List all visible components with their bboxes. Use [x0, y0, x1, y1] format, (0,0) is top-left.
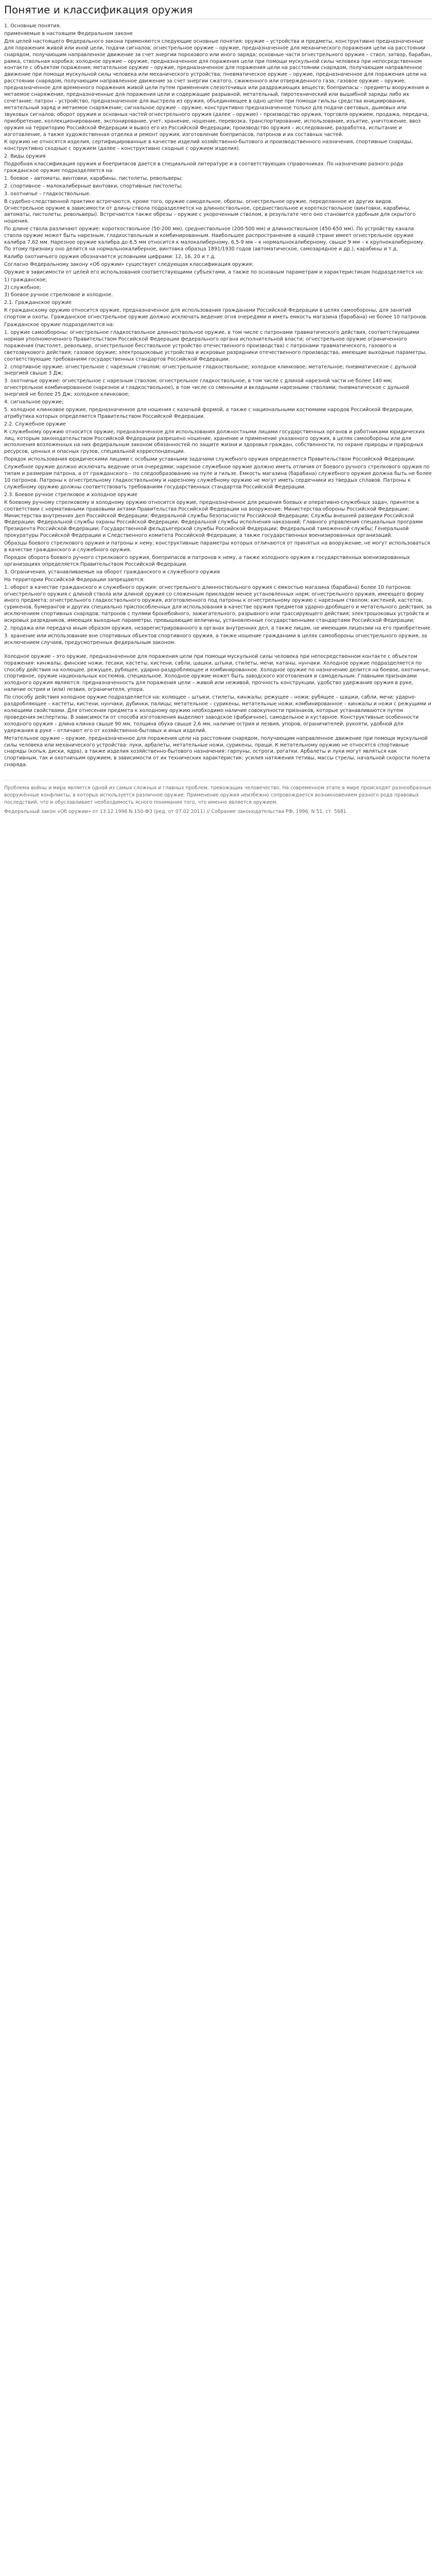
footnote: Федеральный закон «Об оружии» от 13.12.1996 N 150-ФЗ (ред. от 07.02.2011) // Собрание законодательства РФ, 1996, N 51, ст. 5681. — [4, 809, 348, 815]
paragraph: К служебному оружию относится оружие, предназначенное для использования должностными лицами государственных органов и работниками юридических лиц, которым законодательством Российской Федерации разрешено ношение, хранение и применение указанного оружия, в целях самообороны или для исполнения возложенных на них федеральным законом обязанностей по защите жизни и здоровья граждан, собственности, по охране природы и природных ресурсов, ценных и опасных грузов, специальной корреспонденции. — [4, 429, 425, 455]
paragraph: применяемые в настоящем Федеральном законе — [4, 30, 133, 37]
paragraph: По длине ствола различают оружие: короткоствольное (50-200 мм), среднествольное (200-500 мм) и длинноствольное (450-650 мм). По устройству канала ствола оружие может быть нарезным, гладкоствольным и комбинированным. Наибольшее распространение в нашей стране имеет огнестрельное оружие калибра 7,62 мм. Нарезное оружие калибра до 6,5 мм относится к малокалиберному, 6,5-9 мм – к нормальнокалиберному, свыше 9 мм – к крупнокалиберному. По этому признаку оно делится на нормальнокалиберное, винтовка образца 1891/1930 годов (автоматическое, самозарядное и др.), карабины и т.д. — [4, 226, 425, 252]
section-heading: 2.1. Гражданское оружие — [4, 300, 72, 306]
paragraph: Служебное оружие должно исключать ведение огня очередями; нарезное служебное оружие должно иметь отличия от боевого ручного стрелкового оружия по типам и размерам патрона, а от гражданского – по следообразованию на пуле и гильзе. Емкость магазина (барабана) служебного оружия должна быть не более 10 патронов. Патроны к огнестрельному гладкоствольному и нарезному служебному оружию не могут иметь сердечники из твердых сплавов. Патроны к служебному оружию должны соответствовать требованиям государственных стандартов Российской Федерации. — [4, 464, 432, 490]
section-heading: 2.2. Служебное оружие — [4, 421, 66, 427]
paragraph: Оружие в зависимости от целей его использования соответствующими субъектами, а также по основным параметрам и характеристикам подразделяется на: — [4, 269, 424, 275]
paragraph: По способу действия холодное оружие подразделяется на: колющее – штыки, стилеты, кинжалы; режущее – ножи; рубящее – шашки, сабли, мечи; ударно-раздробляющее – кастеты, кистени, нунчаки, дубинки, палицы; метательное – сурикены, метательные ножи; комбинированное – кинжалы и ножи с режущими и колющими свойствами. Для отнесения предмета к холодному оружию необходимо наличие совокупности признаков, которые устанавливаются путем проведения экспертизы. В зависимости от способа изготовления выделяют заводское (фабричное), самодельное и кустарное. Конструктивные особенности холодного оружия – длина клинка свыше 90 мм, толщина обуха свыше 2,6 мм, наличие острия и лезвия, упоров, ограничителей, рукояти, удобной для удержания в руке – отличают его от хозяйственно-бытовых и иных изделий. — [4, 694, 431, 734]
footnote: Проблема войны и мира является одной из самых сложных и главных проблем, тревожащих человечество. На современном этапе в мире происходят разнообразные вооружённые конфликты, в которых используется различное оружие. Применение оружия неизбежно сопровождается возникновением разного рода правовых последствий, что и обуславливает необходимость ясного понимания того, что именно является оружием. — [4, 785, 431, 806]
paragraph: В судебно-следственной практике встречаются, кроме того, оружие самодельное, обрезы, огнестрельное оружие, переделанное из других видов. Огнестрельное оружие в зависимости от длины ствола подразделяется на длинноствольное, среднествольное и короткоствольное (винтовки, карабины, автоматы, пистолеты, револьверы). Встречаются также обрезы – оружие с укороченным стволом, в результате чего оно становится удобным для скрытого ношения. — [4, 198, 416, 225]
list-item: 4. сигнальное оружие; — [4, 399, 64, 405]
section-heading: 2. Виды оружия — [4, 154, 46, 160]
list-item: 2. продажа или передача иным образом оружия, незарегистрированного в органах внутренних дел, а также лицам, не имеющим лицензии на его приобретение. — [4, 625, 432, 632]
paragraph: Образцы боевого стрелкового оружия и патроны к нему, конструктивные параметры которых отличаются от принятых на вооружение, не могут использоваться в качестве гражданского и служебного оружия. — [4, 540, 430, 553]
paragraph: Согласно Федеральному закону «Об оружии» существует следующая классификация оружия: — [4, 261, 254, 267]
list-item: 1) гражданское; — [4, 277, 47, 283]
list-item: 3. охотничье оружие: огнестрельное с нарезным стволом; огнестрельное гладкоствольное, в том числе с длиной нарезной части не более 140 мм; огнестрельное комбинированное (нарезное и гладкоствольное), в том числе со сменными и вкладными нарезными стволами; пневматическое с дульной энергией не более 25 Дж; холодное клинковое; — [4, 378, 409, 398]
paragraph: К боевому ручному стрелковому и холодному оружию относится оружие, предназначенное для решения боевых и оперативно-служебных задач, принятое в соответствии с нормативными правовыми актами Правительства Российской Федерации на вооружение: Министерства обороны Российской Федерации; Министерства внутренних дел Российской Федерации; Федеральной службы безопасности Российской Федерации; Службы внешней разведки Российской Федерации; Федеральной службы охраны Российской Федерации; Федеральной службы исполнения наказаний; Главного управления специальных программ Президента Российской Федерации; Государственной фельдъегерской службы Российской Федерации; Федеральной таможенной службы; Генеральной прокуратуры Российской Федерации и Следственного комитета Российской Федерации; а также государственных военизированных организаций. — [4, 499, 423, 539]
page-title: Понятие и классификация оружия — [4, 3, 432, 19]
paragraph: Гражданское оружие подразделяется на: — [4, 322, 114, 328]
article-body — [4, 23, 432, 769]
section-heading: 2.3. Боевое ручное стрелковое и холодное оружие — [4, 492, 137, 498]
footnotes — [4, 780, 432, 816]
paragraph: Холодное оружие – это оружие, предназначенное для поражения цели при помощи мускульной силы человека при непосредственном контакте с объектом поражения: кинжалы, финские ножи, тесаки, кастеты, кистени, сабли, шашки, штыки, стилеты, мечи, катаны, нунчаки. Холодное оружие подразделяется по способу действия на колющее, режущее, рубящее, ударно-раздробляющее и комбинированное. Холодное оружие по назначению делится на боевое, охотничье, спортивное, оружие национальных костюмов, специальное. Холодное оружие может быть заводского изготовления и самодельным. Главными признаками холодного оружия являются: предназначенность для поражения цели – живой или неживой, прочность конструкции, удобство удержания оружия в руке, наличие острия и (или) лезвия, ограничителя, упора. — [4, 653, 430, 693]
list-item: 3. охотничье – гладкоствольные. — [4, 191, 91, 197]
list-item: 3. хранение или использование вне спортивных объектов спортивного оружия, а также ношение гражданами в целях самообороны огнестрельного оружия, за исключением случаев, предусмотренных федеральным законом. — [4, 633, 427, 646]
list-item: 1. оборот в качестве гражданского и служебного оружия: огнестрельного длинноствольного оружия с емкостью магазина (барабана) более 10 патронов; огнестрельного оружия с длиной ствола или длиной оружия со сложенным прикладом менее установленных норм; огнестрельного оружия, имеющего форму иного предмета; огнестрельного гладкоствольного оружия, изготовленного под патроны к огнестрельному оружию с нарезным стволом; кистеней, кастетов, сурикенов, бумерангов и других специально приспособленных для использования в качестве оружия предметов ударно-дробящего и метательного действия, за исключением спортивных снарядов; патронов с пулями бронебойного, зажигательного, разрывного или трассирующего действия; электрошоковых устройств и искровых разрядников, имеющих выходные параметры, превышающие величины, установленные государственными стандартами Российской Федерации; — [4, 584, 432, 624]
paragraph: Метательное оружие – оружие, предназначенное для поражения цели на расстоянии снарядом, получающим направленное движение при помощи мускульной силы человека или механического устройства: луки, арбалеты, метательные ножи, сурикены, пращи. К метательному оружию не относятся спортивные снаряды (копья, диски, ядра), а также изделия хозяйственно-бытового назначения: гарпуны, остроги, рогатки. Арбалеты и луки могут являться как спортивным, так и охотничьим оружием, в зависимости от их технических характеристик: усилия натяжения тетивы, массы стрелы, начальной скорости полета снаряда. — [4, 735, 430, 768]
list-item: 3) боевое ручное стрелковое и холодное. — [4, 292, 113, 298]
paragraph: Для целей настоящего Федерального закона применяются следующие основные понятия: оружие – устройства и предметы, конструктивно предназначенные для поражения живой или иной цели, подачи сигналов; огнестрельное оружие – оружие, предназначенное для механического поражения цели на расстоянии снарядом, получающим направленное движение за счет энергии порохового или иного заряда; основные части огнестрельного оружия – ствол, затвор, барабан, рамка, ствольная коробка; холодное оружие – оружие, предназначенное для поражения цели при помощи мускульной силы человека при непосредственном контакте с объектом поражения; метательное оружие – оружие, предназначенное для поражения цели на расстоянии снарядом, получающим направленное движение при помощи мускульной силы человека или механического устройства; пневматическое оружие – оружие, предназначенное для поражения цели на расстоянии снарядом, получающим направленное движение за счет энергии сжатого, сжиженного или отвержденного газа; газовое оружие – оружие, предназначенное для временного поражения живой цели путем применения слезоточивых или раздражающих веществ; боеприпасы – предметы вооружения и метаемое снаряжение, предназначенные для поражения цели и содержащие разрывной, метательный, пиротехнический или вышибной заряды либо их сочетание; патрон – устройство, предназначенное для выстрела из оружия, объединяющее в одно целое при помощи гильзы средства инициирования, метательный заряд и метаемое снаряжение; сигнальное оружие – оружие, конструктивно предназначенное только для подачи световых, дымовых или звуковых сигналов; оборот оружия и основных частей огнестрельного оружия (далее – оружие) – производство оружия, торговля оружием, продажа, передача, приобретение, коллекционирование, экспонирование, учет, хранение, ношение, перевозка, транспортирование, использование, изъятие, уничтожение, ввоз оружия на территорию Российской Федерации и вывоз его из Российской Федерации; производство оружия – исследование, разработка, испытание и изготовление, а также художественная отделка и ремонт оружия, изготовление боеприпасов, патронов и их составных частей. — [4, 38, 432, 138]
paragraph: Порядок оборота боевого ручного стрелкового оружия, боеприпасов и патронов к нему, а также холодного оружия в государственных военизированных организациях определяется Правительством Российской Федерации. — [4, 554, 410, 567]
paragraph: Подробная классификация оружия и боеприпасов дается в специальной литературе и в соответствующих справочниках. По назначению разного рода гражданское оружие подразделяется на: — [4, 161, 404, 174]
paragraph: Порядок использования юридическими лицами с особыми уставными задачами служебного оружия определяется Правительством Российской Федерации. — [4, 456, 415, 463]
section-heading: 3. Ограничения, устанавливаемые на оборот гражданского и служебного оружия — [4, 569, 220, 575]
paragraph: На территории Российской Федерации запрещаются: — [4, 577, 145, 583]
paragraph: К гражданскому оружию относится оружие, предназначенное для использования гражданами Российской Федерации в целях самообороны, для занятий спортом и охоты. Гражданское огнестрельное оружие должно исключать ведение огня очередями и иметь емкость магазина (барабана) не более 10 патронов. — [4, 308, 428, 320]
list-item: 2) служебное; — [4, 284, 41, 291]
paragraph: К оружию не относятся изделия, сертифицированные в качестве изделий хозяйственно-бытового и производственного назначения, спортивные снаряды, конструктивно сходные с оружием (далее – конструктивно сходные с оружием изделия). — [4, 139, 413, 152]
paragraph: 1. Основные понятия. — [4, 23, 61, 29]
list-item: 5. холодное клинковое оружие, предназначенное для ношения с казачьей формой, а также с национальными костюмами народов Российской Федерации, атрибутика которых определяется Правительством Российской Федерации. — [4, 406, 414, 419]
list-item: 1. боевое – автоматы, винтовки, карабины, пистолеты, револьверы; — [4, 175, 183, 181]
list-item: 2. спортивное – малокалиберные винтовки, спортивные пистолеты; — [4, 183, 183, 189]
paragraph: Калибр охотничьего оружия обозначается условными цифрами: 12, 16, 20 и т.д. — [4, 253, 216, 260]
list-item: 1. оружие самообороны: огнестрельное гладкоствольное длинноствольное оружие, в том числе с патронами травматического действия, соответствующими нормам уполномоченного Правительством Российской Федерации федерального органа исполнительной власти; огнестрельное оружие ограниченного поражения (пистолет, револьвер, огнестрельное бесствольное устройство отечественного производства) с патронами травматического, газового и светозвукового действия; газовое оружие; электрошоковые устройства и искровые разрядники отечественного производства, имеющие выходные параметры, соответствующие требованиям государственных стандартов Российской Федерации. — [4, 329, 427, 362]
list-item: 2. спортивное оружие: огнестрельное с нарезным стволом; огнестрельное гладкоствольное; холодное клинковое; метательное; пневматическое с дульной энергией свыше 3 Дж; — [4, 364, 416, 377]
